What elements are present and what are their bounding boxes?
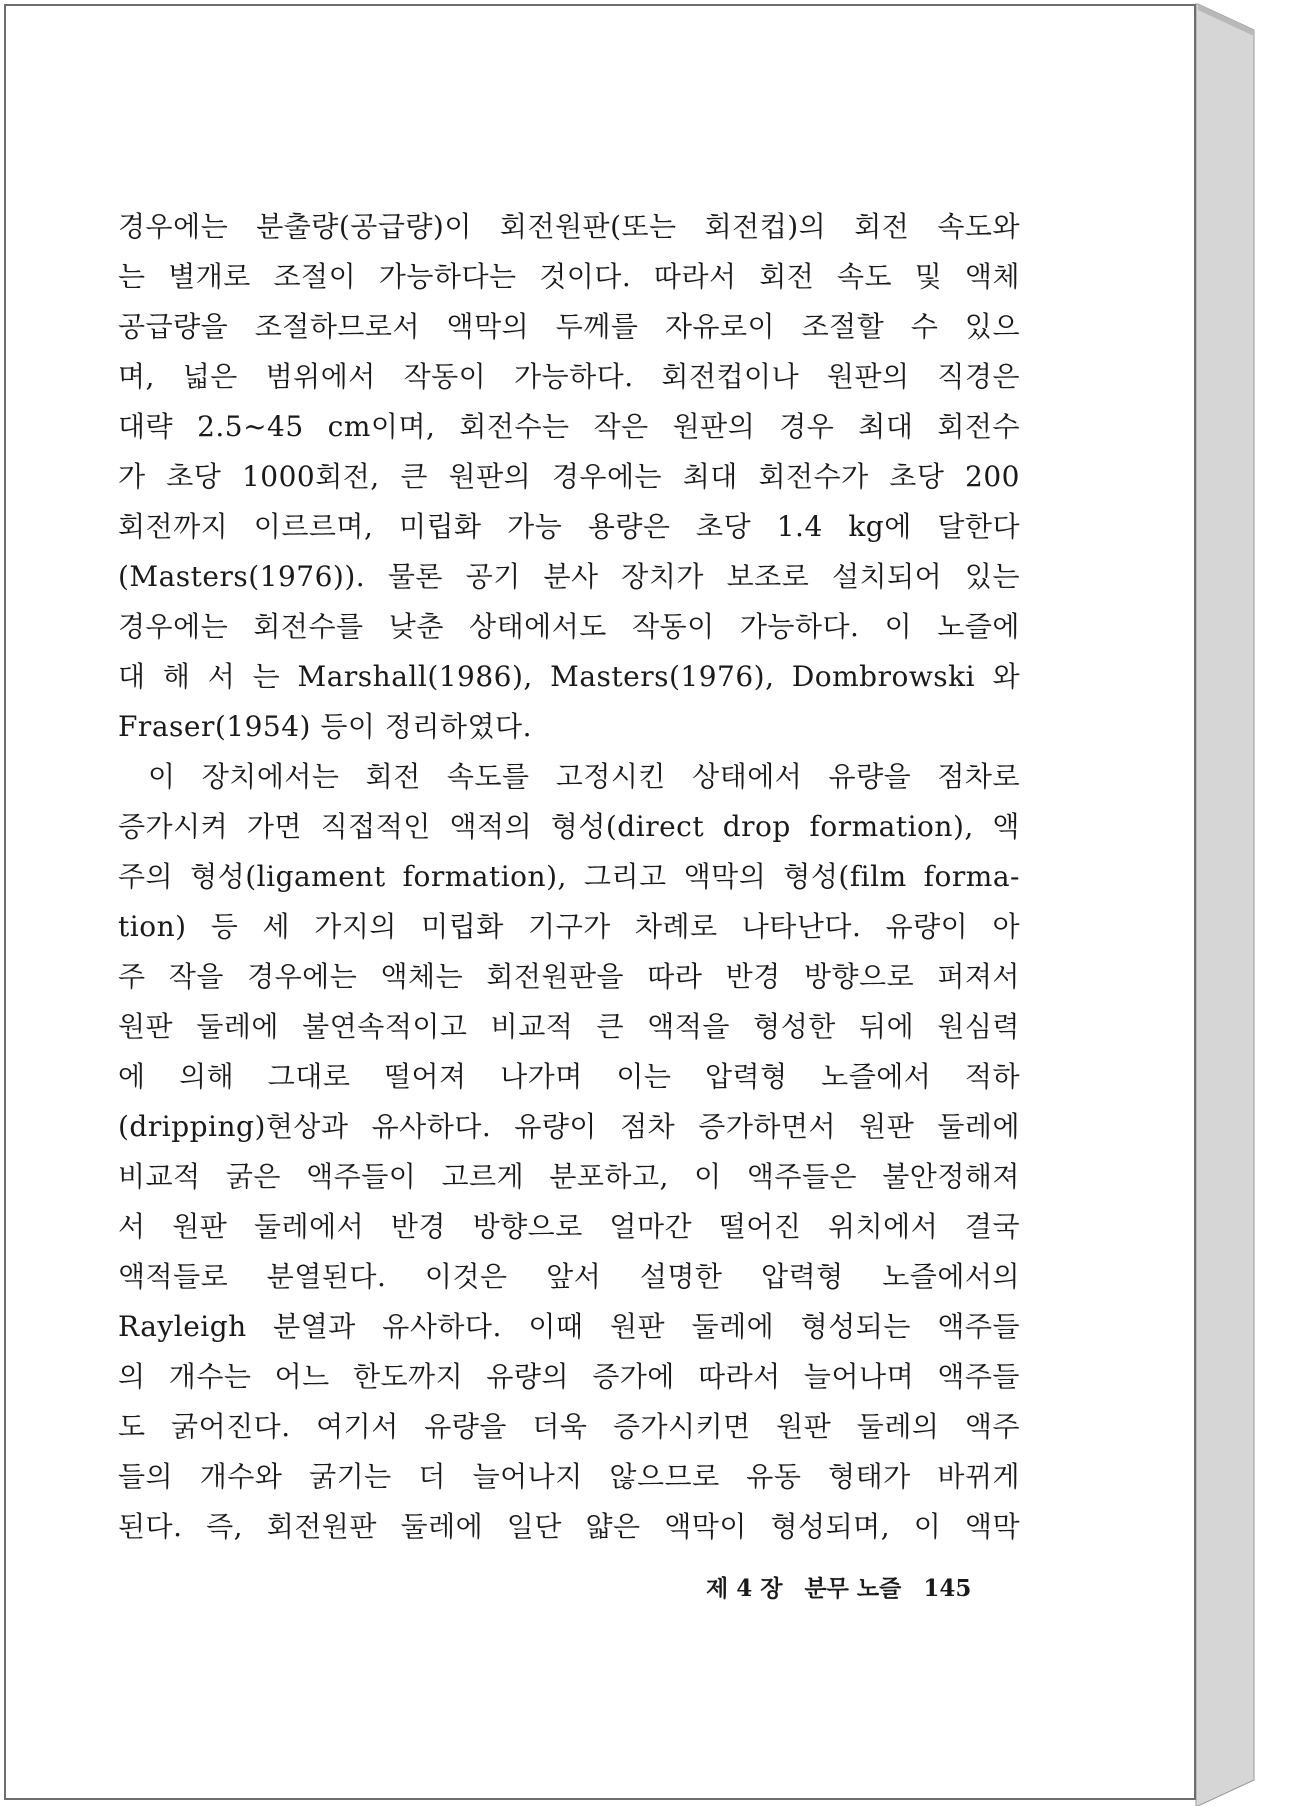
page-number: 145 — [923, 1575, 972, 1602]
text-line: 원판 둘레에 불연속적이고 비교적 큰 액적을 형성한 뒤에 원심력 — [118, 1010, 1020, 1043]
text-line: 대 해 서 는 Marshall(1986), Masters(1976), Dombrowski 와 — [118, 660, 1020, 693]
text-line: 는 별개로 조절이 가능하다는 것이다. 따라서 회전 속도 및 액체 — [118, 260, 1020, 293]
text-line: 경우에는 분출량(공급량)이 회전원판(또는 회전컵)의 회전 속도와 — [118, 210, 1020, 243]
text-line: (Masters(1976)). 물론 공기 분사 장치가 보조로 설치되어 있는 — [118, 560, 1020, 593]
text-line: 도 굵어진다. 여기서 유량을 더욱 증가시키면 원판 둘레의 액주 — [118, 1410, 1020, 1443]
text-line: 경우에는 회전수를 낮춘 상태에서도 작동이 가능하다. 이 노즐에 — [118, 610, 1020, 643]
page-footer — [706, 1574, 1006, 1604]
footer-title: 분무 노즐 — [804, 1575, 902, 1602]
text-line: 이 장치에서는 회전 속도를 고정시킨 상태에서 유량을 점차로 — [148, 760, 1020, 793]
footer-chapter: 제 4 장 — [706, 1575, 783, 1602]
text-line: 서 원판 둘레에서 반경 방향으로 얼마간 떨어진 위치에서 결국 — [118, 1210, 1020, 1243]
text-line: 회전까지 이르르며, 미립화 가능 용량은 초당 1.4 kg에 달한다 — [118, 510, 1020, 543]
text-line: Fraser(1954) 등이 정리하였다. — [118, 710, 532, 743]
text-line: 주 작을 경우에는 액체는 회전원판을 따라 반경 방향으로 퍼져서 — [118, 960, 1020, 993]
text-line: 공급량을 조절하므로서 액막의 두께를 자유로이 조절할 수 있으 — [118, 310, 1020, 343]
text-line: 대략 2.5~45 cm이며, 회전수는 작은 원판의 경우 최대 회전수 — [118, 410, 1020, 443]
text-line: 주의 형성(ligament formation), 그리고 액막의 형성(film forma- — [118, 860, 1020, 893]
text-line: 가 초당 1000회전, 큰 원판의 경우에는 최대 회전수가 초당 200 — [118, 460, 1020, 493]
text-line: 액적들로 분열된다. 이것은 앞서 설명한 압력형 노즐에서의 — [118, 1260, 1020, 1293]
text-line: 의 개수는 어느 한도까지 유량의 증가에 따라서 늘어나며 액주들 — [118, 1360, 1020, 1393]
book-page — [4, 4, 1196, 1800]
text-line: (dripping)현상과 유사하다. 유량이 점차 증가하면서 원판 둘레에 — [118, 1110, 1020, 1143]
text-line: 며, 넓은 범위에서 작동이 가능하다. 회전컵이나 원판의 직경은 — [118, 360, 1020, 393]
text-line: 들의 개수와 굵기는 더 늘어나지 않으므로 유동 형태가 바뀌게 — [118, 1460, 1020, 1493]
body-text — [118, 202, 1020, 1552]
text-line: tion) 등 세 가지의 미립화 기구가 차례로 나타난다. 유량이 아 — [118, 910, 1020, 943]
text-line: 비교적 굵은 액주들이 고르게 분포하고, 이 액주들은 불안정해져 — [118, 1160, 1020, 1193]
text-line: 증가시켜 가면 직접적인 액적의 형성(direct drop formation), 액 — [118, 810, 1020, 843]
text-line: 에 의해 그대로 떨어져 나가며 이는 압력형 노즐에서 적하 — [118, 1060, 1020, 1093]
text-line: Rayleigh 분열과 유사하다. 이때 원판 둘레에 형성되는 액주들 — [118, 1310, 1020, 1343]
text-line: 된다. 즉, 회전원판 둘레에 일단 얇은 액막이 형성되며, 이 액막 — [118, 1510, 1020, 1543]
